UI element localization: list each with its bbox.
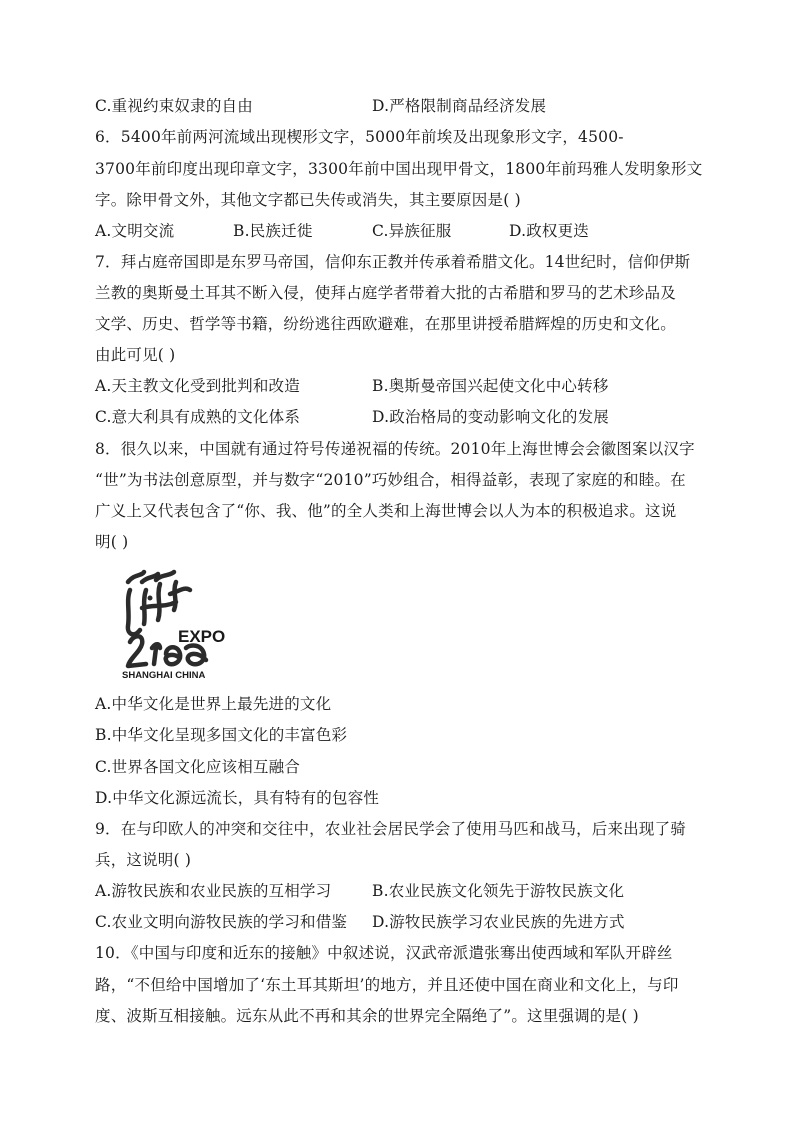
q6-options-row	[95, 218, 590, 244]
q6-option-d: D.政权更迭	[509, 222, 590, 240]
q5-options-row	[95, 93, 547, 119]
q7-stem-line-4: 由此可见( )	[95, 346, 176, 364]
q8-option-a: A.中华文化是世界上最先进的文化	[95, 695, 332, 713]
q8-option-d: D.中华文化源远流长，具有特有的包容性	[95, 789, 380, 807]
q9-options-row-1	[95, 878, 625, 904]
q9-option-d: D.游牧民族学习农业民族的先进方式	[372, 913, 625, 931]
q6-stem-line-2: 3700年前印度出现印章文字，3300年前中国出现甲骨文，1800年前玛雅人发明象形文	[95, 160, 703, 178]
q7-options-row-1	[95, 373, 609, 399]
q8-stem-line-1: 8．很久以来，中国就有通过符号传递祝福的传统。2010年上海世博会会徽图案以汉字	[95, 440, 695, 458]
q8-option-b: B.中华文化呈现多国文化的丰富色彩	[95, 726, 348, 744]
logo-shanghai-china-text: SHANGHAI CHINA	[122, 670, 206, 680]
q7-stem-line-1: 7．拜占庭帝国即是东罗马帝国，信仰东正教并传承着希腊文化。14世纪时，信仰伊斯	[95, 253, 691, 271]
q8-stem-line-2: “世”为书法创意原型，并与数字“2010”巧妙组合，相得益彰，表现了家庭的和睦。在	[95, 471, 686, 489]
q7-option-a: A.天主教文化受到批判和改造	[95, 377, 300, 395]
q6-stem-line-1: 6．5400年前两河流域出现楔形文字，5000年前埃及出现象形文字，4500-	[95, 128, 624, 146]
logo-expo-word: EXPO	[178, 627, 226, 646]
q5-option-d: D.严格限制商品经济发展	[372, 97, 547, 115]
q9-stem-line-2: 兵，这说明( )	[95, 851, 192, 869]
q7-options-row-2	[95, 404, 610, 430]
q6-option-a: A.文明交流	[95, 222, 175, 240]
q8-option-c: C.世界各国文化应该相互融合	[95, 758, 301, 776]
q7-stem-line-3: 文学、历史、哲学等书籍，纷纷逃往西欧避难，在那里讲授希腊辉煌的历史和文化。	[95, 315, 676, 333]
q10-stem-line-1: 10．《中国与印度和近东的接触》中叙述说，汉武帝派遣张骞出使西域和军队开辟丝	[95, 944, 673, 962]
q8-stem-line-4: 明( )	[95, 533, 129, 551]
q6-option-b: B.民族迁徙	[233, 222, 313, 240]
q7-option-d: D.政治格局的变动影响文化的发展	[372, 408, 610, 426]
q7-option-c: C.意大利具有成熟的文化体系	[95, 408, 301, 426]
q7-stem-line-2: 兰教的奥斯曼土耳其不断入侵，使拜占庭学者带着大批的古希腊和罗马的艺术珍品及	[95, 284, 676, 302]
q9-option-a: A.游牧民族和农业民族的互相学习	[95, 882, 332, 900]
q8-stem-line-3: 广义上又代表包含了“你、我、他”的全人类和上海世博会以人为本的积极追求。这说	[95, 502, 677, 520]
q10-stem-line-2: 路，“不但给中国增加了‘东土耳其斯坦’的地方，并且还使中国在商业和文化上，与印	[95, 976, 679, 994]
q9-options-row-2	[95, 909, 625, 935]
q10-stem-line-3: 度、波斯互相接触。远东从此不再和其余的世界完全隔绝了”。这里强调的是( )	[95, 1007, 639, 1025]
q7-option-b: B.奥斯曼帝国兴起使文化中心转移	[372, 377, 609, 395]
q6-stem-line-3: 字。除甲骨文外，其他文字都已失传或消失，其主要原因是( )	[95, 191, 521, 209]
logo-dot	[148, 596, 153, 601]
expo-2010-logo-image	[120, 568, 232, 680]
q5-option-c: C.重视约束奴隶的自由	[95, 97, 253, 115]
q9-option-c: C.农业文明向游牧民族的学习和借鉴	[95, 913, 348, 931]
q6-option-c: C.异族征服	[372, 222, 452, 240]
q9-option-b: B.农业民族文化领先于游牧民族文化	[372, 882, 625, 900]
q9-stem-line-1: 9．在与印欧人的冲突和交往中，农业社会居民学会了使用马匹和战马，后来出现了骑	[95, 820, 686, 838]
